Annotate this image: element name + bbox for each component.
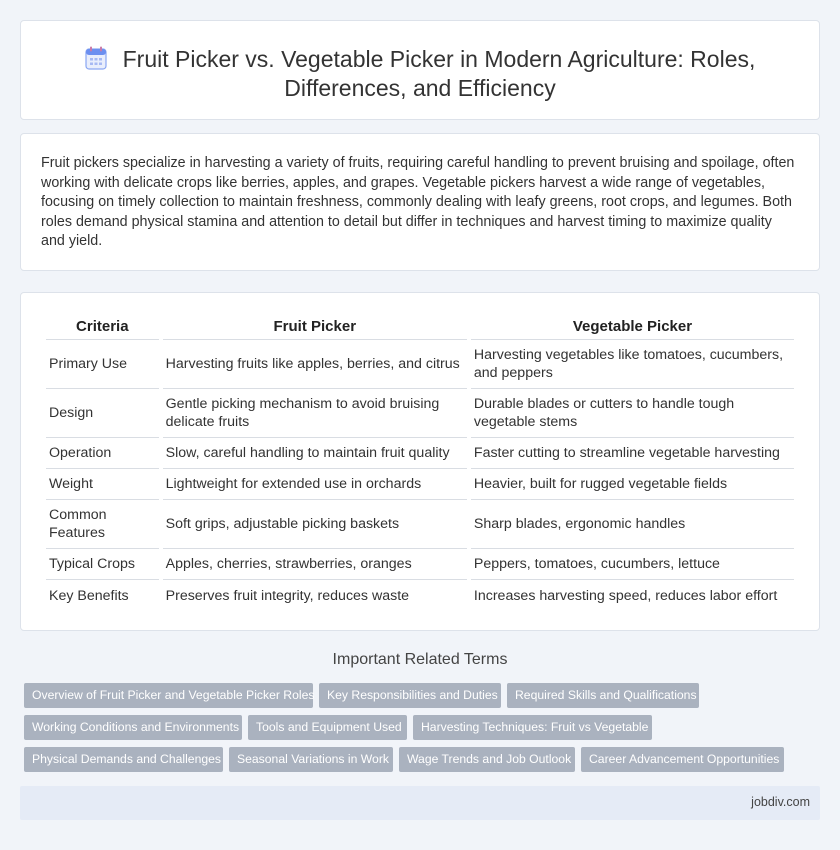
- row-fruit-value: Harvesting fruits like apples, berries, and citrus: [163, 340, 467, 389]
- title-line-2: Differences, and Efficiency: [284, 75, 556, 101]
- header-fruit-picker: Fruit Picker: [163, 313, 467, 340]
- title-line-1: Fruit Picker vs. Vegetable Picker in Modern Agriculture: Roles,: [122, 46, 756, 72]
- related-tag[interactable]: Tools and Equipment Used: [248, 715, 407, 740]
- row-criteria: Common Features: [46, 500, 159, 549]
- comparison-table: [42, 313, 798, 611]
- table-row: [46, 340, 794, 389]
- row-vegetable-value: Harvesting vegetables like tomatoes, cucumbers, and peppers: [471, 340, 794, 389]
- table-row: [46, 549, 794, 580]
- header-card: [20, 20, 820, 120]
- related-tag[interactable]: Overview of Fruit Picker and Vegetable Picker Roles: [24, 683, 313, 708]
- row-fruit-value: Slow, careful handling to maintain fruit quality: [163, 438, 467, 469]
- row-fruit-value: Gentle picking mechanism to avoid bruising delicate fruits: [163, 389, 467, 438]
- related-tag[interactable]: Career Advancement Opportunities: [581, 747, 784, 772]
- row-fruit-value: Preserves fruit integrity, reduces waste: [165, 587, 410, 604]
- table-row: [46, 438, 794, 469]
- row-vegetable-value: Sharp blades, ergonomic handles: [471, 500, 794, 549]
- row-criteria: Operation: [46, 438, 159, 469]
- related-tag[interactable]: Physical Demands and Challenges: [24, 747, 223, 772]
- table-row: [46, 389, 794, 438]
- row-criteria: Key Benefits: [49, 587, 129, 604]
- calendar-icon: [85, 46, 107, 70]
- related-tag[interactable]: Wage Trends and Job Outlook: [399, 747, 575, 772]
- header-criteria: Criteria: [46, 313, 159, 340]
- intro-paragraph: Fruit pickers specialize in harvesting a variety of fruits, requiring careful handling to prevent bruising and spoilage, often working with delicate crops like berries, apples, and grapes. Vegetable pickers harvest a wide range of vegetables, focusing on timely collection to maintain freshness, commonly dealing with leafy greens, root crops, and legumes. Both roles demand physical stamina and attention to detail but differ in techniques and harvest timing to maximize quality and yield.: [41, 155, 795, 250]
- row-vegetable-value: Peppers, tomatoes, cucumbers, lettuce: [471, 549, 794, 580]
- intro-card: [20, 133, 820, 271]
- row-fruit-value: Lightweight for extended use in orchards: [163, 469, 467, 500]
- row-criteria: Design: [46, 389, 159, 438]
- related-terms-title: Important Related Terms: [332, 651, 508, 668]
- table-row: [46, 469, 794, 500]
- comparison-card: [20, 292, 820, 631]
- related-tag[interactable]: Key Responsibilities and Duties: [319, 683, 501, 708]
- row-vegetable-value: Durable blades or cutters to handle tough vegetable stems: [471, 389, 794, 438]
- related-tag[interactable]: Seasonal Variations in Work: [229, 747, 393, 772]
- related-tag[interactable]: Required Skills and Qualifications: [507, 683, 699, 708]
- footer: [20, 786, 820, 820]
- table-row: [46, 580, 794, 611]
- row-criteria: Primary Use: [46, 340, 159, 389]
- row-vegetable-value: Heavier, built for rugged vegetable fields: [471, 469, 794, 500]
- page-title: [21, 45, 819, 103]
- footer-site-link[interactable]: jobdiv.com: [751, 795, 810, 809]
- row-vegetable-value: Faster cutting to streamline vegetable harvesting: [471, 438, 794, 469]
- related-tag[interactable]: Harvesting Techniques: Fruit vs Vegetable: [413, 715, 652, 740]
- row-vegetable-value: Increases harvesting speed, reduces labor effort: [473, 587, 778, 604]
- table-row: [46, 500, 794, 549]
- table-header-row: [46, 313, 794, 340]
- row-criteria: Weight: [46, 469, 159, 500]
- row-fruit-value: Apples, cherries, strawberries, oranges: [163, 549, 467, 580]
- related-tag[interactable]: Working Conditions and Environments: [24, 715, 242, 740]
- header-vegetable-picker: Vegetable Picker: [471, 313, 794, 340]
- row-criteria: Typical Crops: [46, 549, 159, 580]
- row-fruit-value: Soft grips, adjustable picking baskets: [163, 500, 467, 549]
